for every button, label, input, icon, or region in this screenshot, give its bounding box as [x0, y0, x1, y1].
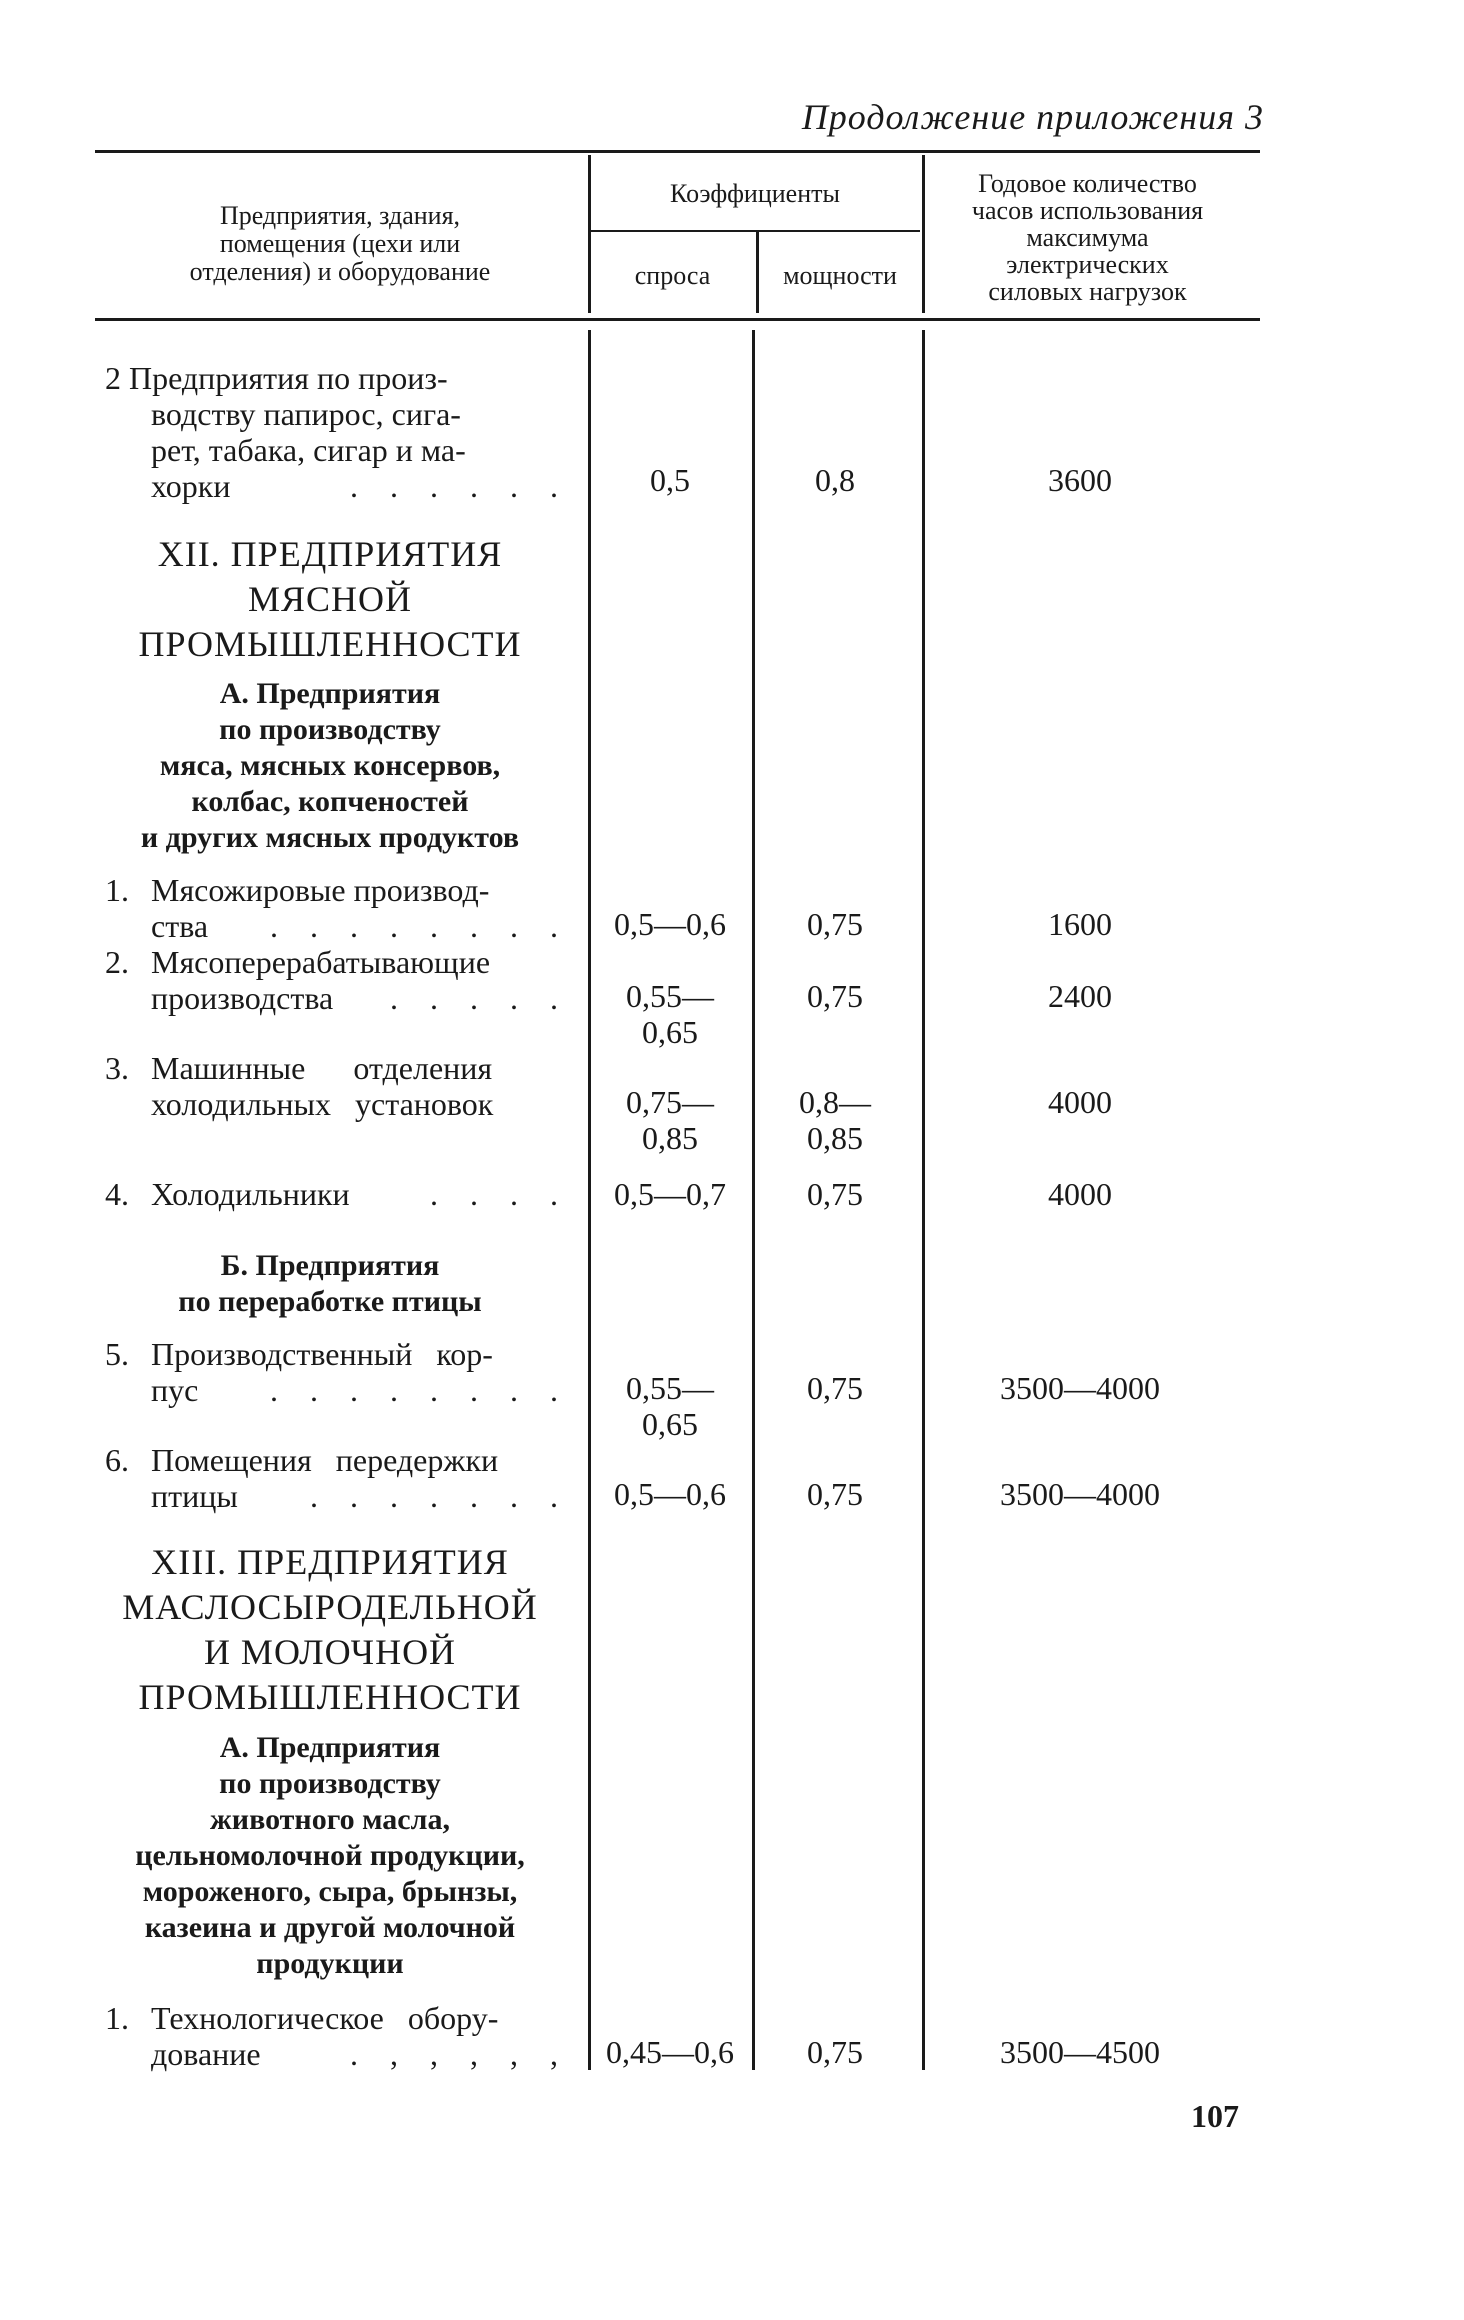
row-refrigerators-name: 4. Холодильники . . . . — [105, 1176, 570, 1212]
body-divider-3 — [922, 330, 925, 2070]
row-bird-holding-name: 6. Помещения передержки птицы . . . . . . . — [105, 1442, 570, 1514]
row-meat-fat-demand: 0,5—0,6 — [614, 906, 726, 942]
row-meat-fat-hours: 1600 — [1048, 906, 1112, 942]
running-head: Продолжение приложения 3 — [801, 97, 1264, 137]
page-number: 107 — [1191, 2098, 1239, 2134]
header-col-coefficients: Коэффициенты — [670, 179, 840, 208]
row-refrigeration-machines-demand: 0,75— 0,85 — [626, 1084, 714, 1156]
row-refrigerators-demand: 0,5—0,7 — [614, 1176, 726, 1212]
row-meat-processing-name: 2. Мясоперерабатывающие производства . . . . . — [105, 944, 570, 1016]
header-col-demand: спроса — [634, 261, 711, 290]
header-col-hours: Годовое количество часов использования максимума электрических силовых нагрузок — [971, 169, 1204, 306]
row-technological-equipment-power: 0,75 — [807, 2034, 863, 2070]
coef-underline — [590, 230, 920, 232]
row-meat-fat-name: 1. Мясожировые производ- ства . . . . . . . . — [105, 872, 570, 944]
row-bird-holding-hours: 3500—4000 — [1000, 1476, 1160, 1512]
row-production-building-demand: 0,55— 0,65 — [626, 1370, 714, 1442]
row-production-building-power: 0,75 — [807, 1370, 863, 1406]
section-xii-a-heading: А. Предприятия по производству мяса, мясных консервов, колбас, копченостей и других мясных продуктов — [140, 677, 520, 854]
row-bird-holding-power: 0,75 — [807, 1476, 863, 1512]
section-xiii-a-heading: А. Предприятия по производству животного масла, цельномолочной продукции, мороженого, сыра, брынзы, казеина и другой молочной продукции — [135, 1731, 525, 1980]
row-meat-processing-hours: 2400 — [1048, 978, 1112, 1014]
row-production-building-name: 5. Производственный кор- пус . . . . . . . . — [105, 1336, 570, 1408]
row-refrigerators-hours: 4000 — [1048, 1176, 1112, 1212]
section-xii-b-heading: Б. Предприятия по переработке птицы — [178, 1249, 482, 1318]
row-meat-processing-demand: 0,55— 0,65 — [626, 978, 714, 1050]
row-refrigeration-machines-hours: 4000 — [1048, 1084, 1112, 1120]
row-meat-fat-power: 0,75 — [807, 906, 863, 942]
header-col-name: Предприятия, здания, помещения (цехи или отделения) и оборудование — [189, 201, 491, 286]
section-xii-title: XII. ПРЕДПРИЯТИЯ МЯСНОЙ ПРОМЫШЛЕННОСТИ — [138, 534, 522, 664]
row-refrigeration-machines-name: 3. Машинные отделения холодильных установок — [105, 1050, 494, 1122]
row-refrigeration-machines-power: 0,8— 0,85 — [799, 1084, 871, 1156]
row-technological-equipment-hours: 3500—4500 — [1000, 2034, 1160, 2070]
row-tobacco-name: 2 Предприятия по произ- водству папирос, сига- рет, табака, сигар и ма- хорки . . . . . . — [105, 360, 570, 504]
row-tobacco-hours: 3600 — [1048, 462, 1112, 498]
row-refrigerators-power: 0,75 — [807, 1176, 863, 1212]
section-xiii-title: XIII. ПРЕДПРИЯТИЯ МАСЛОСЫРОДЕЛЬНОЙ И МОЛОЧНОЙ ПРОМЫШЛЕННОСТИ — [122, 1542, 538, 1717]
header-bottom-rule — [95, 318, 1260, 321]
row-tobacco-power: 0,8 — [815, 462, 855, 498]
top-rule — [95, 150, 1260, 153]
row-technological-equipment-demand: 0,45—0,6 — [606, 2034, 734, 2070]
row-meat-processing-power: 0,75 — [807, 978, 863, 1014]
row-tobacco-demand: 0,5 — [650, 462, 690, 498]
row-technological-equipment-name: 1. Технологическое обору- дование . , , , , , — [105, 2000, 570, 2072]
header-col-power: мощности — [783, 261, 897, 290]
row-production-building-hours: 3500—4000 — [1000, 1370, 1160, 1406]
row-bird-holding-demand: 0,5—0,6 — [614, 1476, 726, 1512]
